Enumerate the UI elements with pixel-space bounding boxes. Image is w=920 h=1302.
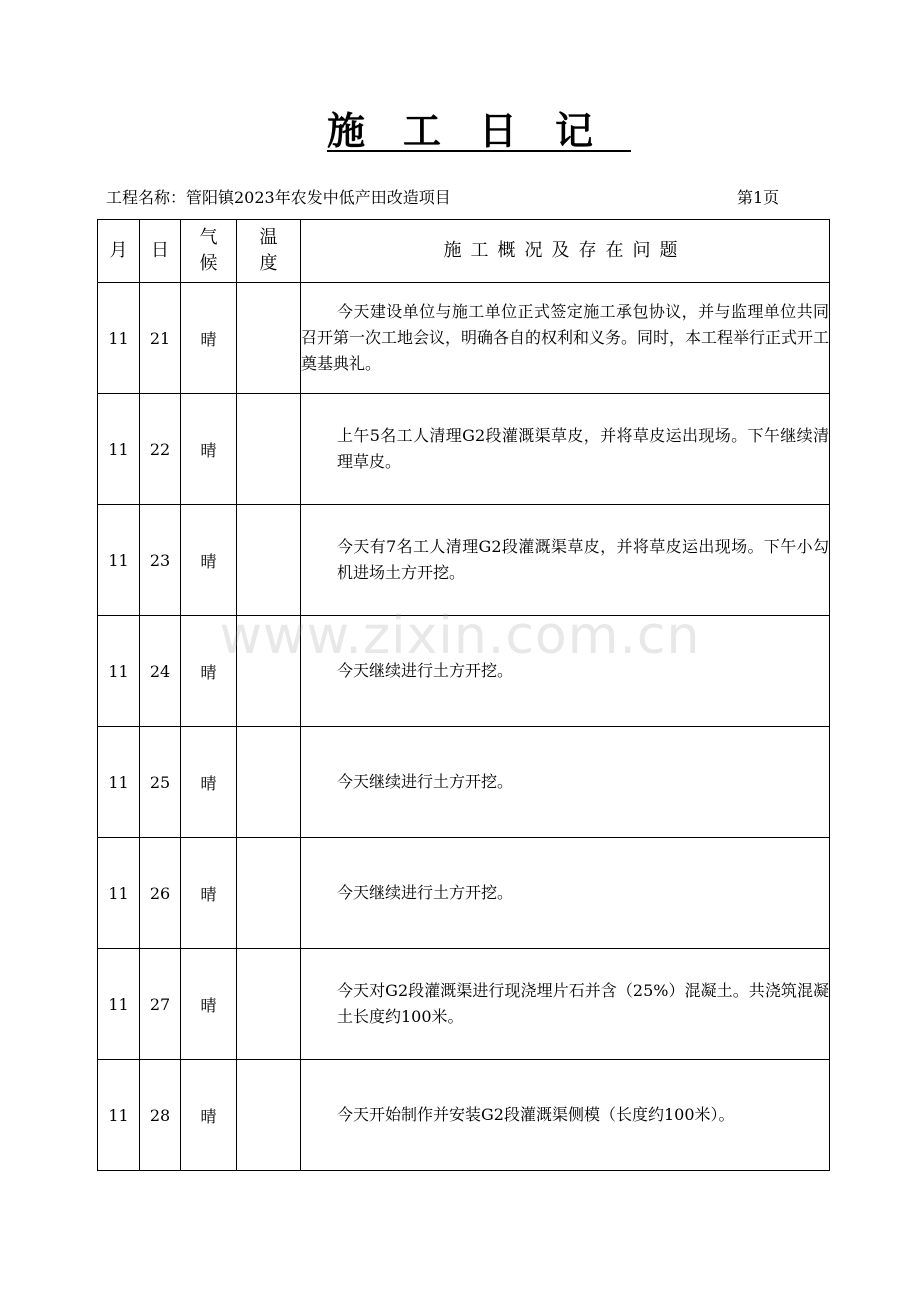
cell-day: 26 bbox=[140, 838, 181, 949]
cell-month: 11 bbox=[98, 505, 140, 616]
cell-weather: 晴 bbox=[181, 394, 237, 505]
project-name: 工程名称：管阳镇2023年农发中低产田改造项目 bbox=[106, 188, 451, 207]
cell-day: 28 bbox=[140, 1060, 181, 1171]
cell-day: 21 bbox=[140, 283, 181, 394]
cell-weather: 晴 bbox=[181, 616, 237, 727]
cell-description bbox=[301, 1060, 830, 1171]
cell-day: 24 bbox=[140, 616, 181, 727]
cell-month: 11 bbox=[98, 1060, 140, 1171]
cell-weather: 晴 bbox=[181, 283, 237, 394]
cell-weather: 晴 bbox=[181, 1060, 237, 1171]
header-temp-line2: 度 bbox=[259, 253, 278, 274]
header-description: 施工概况及存在问题 bbox=[301, 220, 830, 283]
header-weather-line1: 气 bbox=[199, 227, 218, 248]
cell-temperature bbox=[237, 949, 301, 1060]
cell-temperature bbox=[237, 616, 301, 727]
table-row bbox=[98, 394, 830, 505]
cell-month: 11 bbox=[98, 838, 140, 949]
cell-day: 23 bbox=[140, 505, 181, 616]
description-text: 今天继续进行土方开挖。 bbox=[337, 772, 514, 791]
table-row bbox=[98, 505, 830, 616]
header-weather bbox=[181, 220, 237, 283]
watermark: www.zixin.com.cn bbox=[219, 606, 701, 666]
table-row bbox=[98, 727, 830, 838]
cell-weather: 晴 bbox=[181, 949, 237, 1060]
cell-month: 11 bbox=[98, 727, 140, 838]
cell-weather: 晴 bbox=[181, 838, 237, 949]
table-row bbox=[98, 1060, 830, 1171]
table-header-row bbox=[98, 220, 830, 283]
cell-weather: 晴 bbox=[181, 727, 237, 838]
cell-day: 27 bbox=[140, 949, 181, 1060]
description-text: 今天继续进行土方开挖。 bbox=[337, 883, 514, 902]
construction-diary-table bbox=[97, 219, 830, 1171]
table-row bbox=[98, 949, 830, 1060]
cell-description bbox=[301, 949, 830, 1060]
cell-month: 11 bbox=[98, 283, 140, 394]
cell-description bbox=[301, 727, 830, 838]
description-text: 今天继续进行土方开挖。 bbox=[337, 661, 514, 680]
cell-description bbox=[301, 505, 830, 616]
document-title: 施工日记 bbox=[326, 108, 631, 153]
header-temp-line1: 温 bbox=[259, 227, 278, 248]
cell-description bbox=[301, 838, 830, 949]
table-row bbox=[98, 838, 830, 949]
header-weather-line2: 候 bbox=[199, 253, 218, 274]
cell-temperature bbox=[237, 283, 301, 394]
cell-description bbox=[301, 283, 830, 394]
header-month: 月 bbox=[98, 220, 140, 283]
cell-weather: 晴 bbox=[181, 505, 237, 616]
description-text: 今天有7名工人清理G2段灌溉渠草皮，并将草皮运出现场。下午小勾机进场土方开挖。 bbox=[337, 537, 829, 582]
cell-temperature bbox=[237, 1060, 301, 1171]
page-number: 第1页 bbox=[737, 188, 780, 207]
cell-day: 25 bbox=[140, 727, 181, 838]
cell-description bbox=[301, 394, 830, 505]
cell-description bbox=[301, 616, 830, 727]
cell-temperature bbox=[237, 727, 301, 838]
header-day: 日 bbox=[140, 220, 181, 283]
description-text: 今天对G2段灌溉渠进行现浇埋片石并含（25%）混凝土。共浇筑混凝土长度约100米。 bbox=[337, 981, 829, 1026]
cell-temperature bbox=[237, 505, 301, 616]
header-temperature bbox=[237, 220, 301, 283]
description-text: 今天开始制作并安装G2段灌溉渠侧模（长度约100米）。 bbox=[337, 1105, 735, 1124]
table-row bbox=[98, 616, 830, 727]
cell-month: 11 bbox=[98, 394, 140, 505]
table-row bbox=[98, 283, 830, 394]
description-text: 上午5名工人清理G2段灌溉渠草皮，并将草皮运出现场。下午继续清理草皮。 bbox=[337, 426, 829, 471]
cell-temperature bbox=[237, 838, 301, 949]
description-text: 今天建设单位与施工单位正式签定施工承包协议，并与监理单位共同召开第一次工地会议，明确各自的权利和义务。同时，本工程举行正式开工奠基典礼。 bbox=[301, 302, 830, 373]
cell-day: 22 bbox=[140, 394, 181, 505]
cell-month: 11 bbox=[98, 949, 140, 1060]
cell-temperature bbox=[237, 394, 301, 505]
cell-month: 11 bbox=[98, 616, 140, 727]
